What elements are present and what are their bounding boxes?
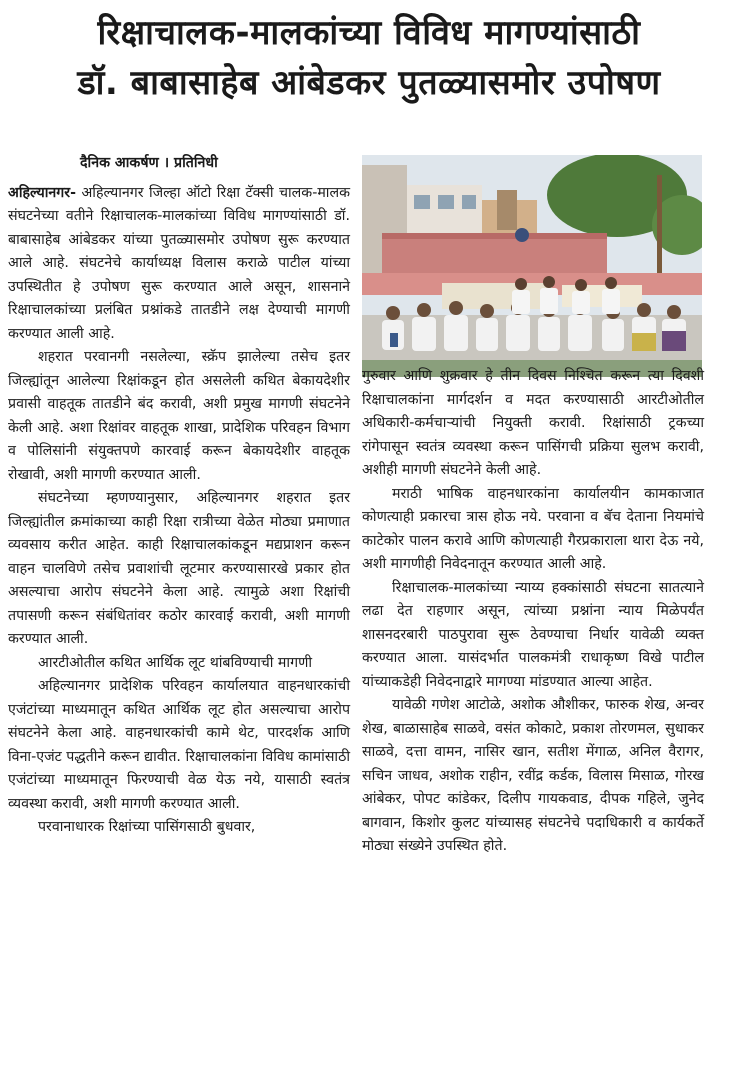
headline-line-1: रिक्षाचालक-मालकांच्या विविध मागण्यांसाठी (97, 13, 641, 53)
article-paragraph-1 (8, 182, 350, 347)
article-paragraph-9: यावेळी गणेश आटोळे, अशोक औशीकर, फारुक शेख, अन्वर शेख, बाळासाहेब साळवे, वसंत कोकाटे, प्रकाश तोरणमल, सुधाकर साळवे, दत्ता वामन, नासिर खान, सतीश मेंगाळ, अनिल वैरागर, सचिन जाधव, अशोक राहीन, रवींद्र कर्डक, विलास मिसाळ, गोरख आंबेकर, पोपट कांडेकर, दिलीप गायकवाड, दीपक गहिले, जुनेद बागवान, किशोर कुलट यांच्यासह संघटनेचे पदाधिकारी व कार्यकर्ते मोठ्या संख्येने उपस्थित होते. (362, 697, 704, 854)
byline: दैनिक आकर्षण । प्रतिनिधी (80, 155, 218, 171)
headline-line-2: डॉ. बाबासाहेब आंबेडकर पुतळ्यासमोर उपोषण (77, 63, 661, 103)
article-paragraph-6: गुरुवार आणि शुक्रवार हे तीन दिवस निश्चित करून त्या दिवशी रिक्षाचालकांना मार्गदर्शन व मदत करण्यासाठी आरटीओतील अधिकारी-कर्मचाऱ्यांची नियुक्ती करावी. रिक्षांसाठी ट्रकच्या रांगेपासून स्वतंत्र व्यवस्था करून पासिंगची प्रक्रिया सुलभ करावी, अशीही मागणी संघटनेने केली आहे. (362, 368, 704, 478)
paragraph-1-text: अहिल्यानगर जिल्हा ऑटो रिक्षा टॅक्सी चालक-मालक संघटनेच्या वतीने रिक्षाचालक-मालकांच्या विविध मागण्यांसाठी डॉ. बाबासाहेब आंबेडकर यांच्या पुतळ्यासमोर उपोषण सुरू करण्यात आले आहे. संघटनेचे कार्याध्यक्ष विलास कराळे पाटील यांच्या उपस्थितीत हे उपोषण सुरू करण्यात आले असून, शासनाने रिक्षाचालकांच्या प्रलंबित प्रश्नांकडे तातडीने लक्ष देण्याची मागणी करण्यात आली आहे. (8, 184, 350, 342)
article-paragraph-3: संघटनेच्या म्हणण्यानुसार, अहिल्यानगर शहरात इतर जिल्ह्यांतील क्रमांकाच्या काही रिक्षा रात्रीच्या वेळेत मोठ्या प्रमाणात व्यवसाय करीत आहेत. काही रिक्षाचालकांकडून मद्यप्राशन करून वाहन चालविणे तसेच प्रवाशांची लूटमार करण्यासारखे प्रकार होत असल्याचा आरोप संघटनेने केला आहे. त्यामुळे अशा रिक्षांची तपासणी करून संबंधितांवर कठोर कारवाई करावी, अशी मागणी करण्यात आली. (8, 490, 350, 647)
dateline: अहिल्यानगर- (8, 184, 76, 201)
article-paragraph-8: रिक्षाचालक-मालकांच्या न्याय्य हक्कांसाठी संघटना सातत्याने लढा देत राहणार असून, त्यांच्या प्रश्नांना न्याय मिळेपर्यंत शासनदरबारी पाठपुरावा सुरू ठेवण्याचा निर्धार यावेळी व्यक्त करण्यात आला. यासंदर्भात पालकमंत्री राधाकृष्ण विखे पाटील यांच्याकडेही निवेदनाद्वारे मागण्या मांडण्यात आल्या आहेत. (362, 579, 704, 690)
right-column (362, 365, 704, 859)
article-paragraph-2: शहरात परवानगी नसलेल्या, स्क्रॅप झालेल्या तसेच इतर जिल्ह्यांतून आलेल्या रिक्षांकडून होत असलेली कथित बेकायदेशीर प्रवासी वाहतूक तातडीने बंद करावी, अशी प्रमुख मागणी संघटनेने केली आहे. अशा रिक्षांवर वाहतूक शाखा, प्रादेशिक परिवहन विभाग व पोलिसांनी संयुक्तपणे कारवाई करून बेकायदेशीर वाहतूक रोखावी, अशी मागणी करण्यात आली. (8, 349, 350, 483)
left-column (8, 152, 350, 840)
article-paragraph-4: अहिल्यानगर प्रादेशिक परिवहन कार्यालयात वाहनधारकांची एजंटांच्या माध्यमातून कथित आर्थिक लूट होत असल्याचा आरोप संघटनेने केला आहे. वाहनधारकांची कामे थेट, पारदर्शक आणि विना-एजंट पद्धतीने करून द्यावीत. रिक्षाचालकांना विविध कामांसाठी एजंटांच्या माध्यमातून फिरण्याची वेळ येऊ नये, यासाठी स्वतंत्र व्यवस्था करावी, अशी मागणी करण्यात आली. (8, 678, 350, 812)
article-paragraph-7: मराठी भाषिक वाहनधारकांना कार्यालयीन कामकाजात कोणत्याही प्रकारचा त्रास होऊ नये. परवाना व बॅच देताना नियमांचे काटेकोर पालन करावे आणि कोणत्याही गैरप्रकाराला थारा देऊ नये, अशी मागणीही निवेदनातून करण्यात आली आहे. (362, 485, 704, 572)
news-photo (362, 155, 702, 377)
headline (0, 8, 738, 108)
subheading: आरटीओतील कथित आर्थिक लूट थांबविण्याची मागणी (38, 654, 313, 671)
article-paragraph-5: परवानाधारक रिक्षांच्या पासिंगसाठी बुधवार, (38, 819, 256, 835)
